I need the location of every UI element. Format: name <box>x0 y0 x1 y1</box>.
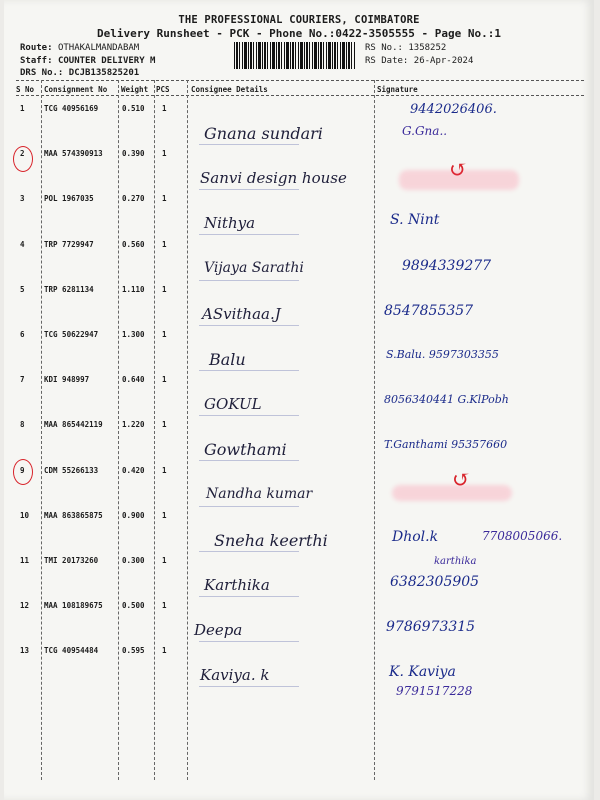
row-weight: 0.560 <box>122 239 145 249</box>
row-weight: 0.900 <box>122 510 145 520</box>
rs-no-value: 1358252 <box>408 43 447 53</box>
row-sno: 8 <box>20 420 25 430</box>
row-consignee-name: Vijaya Sarathi <box>204 259 304 276</box>
row-consignee-name: Nandha kumar <box>206 485 313 502</box>
row-pcs: 1 <box>162 465 167 475</box>
col-divider <box>374 80 375 780</box>
row-pcs: 1 <box>162 149 167 159</box>
row-consignment-no: TCG 40954484 <box>44 646 99 656</box>
row-pcs: 1 <box>162 284 167 294</box>
red-circle-row-2 <box>13 146 33 172</box>
col-header-sno: S No <box>16 85 35 94</box>
route-value: OTHAKALMANDABAM <box>57 43 140 53</box>
row-signature: 6382305905 <box>390 574 480 590</box>
row-signature-extra: 7708005066. <box>482 528 563 543</box>
row-consignment-no: KDI 948997 <box>44 375 90 385</box>
row-pcs: 1 <box>162 646 167 656</box>
row-pcs: 1 <box>162 556 167 565</box>
row-signature: 9894339277 <box>402 257 492 274</box>
row-consignment-no: MAA 863865875 <box>44 510 103 520</box>
row-sno: 4 <box>20 239 25 249</box>
row-pcs: 1 <box>162 194 167 204</box>
row-signature: 8056340441 G.KlPobh <box>384 393 509 407</box>
underline <box>199 641 299 642</box>
underline <box>199 325 299 326</box>
runsheet-page <box>4 0 594 800</box>
row-weight: 0.500 <box>122 601 145 611</box>
row-sno: 10 <box>20 510 30 520</box>
row-consignee-name: Balu <box>209 350 246 369</box>
col-divider <box>118 80 119 780</box>
redacted-area <box>399 170 519 190</box>
rs-block <box>365 42 473 67</box>
underline <box>199 596 299 597</box>
col-divider <box>187 80 188 780</box>
drs-value: DCJB135825201 <box>68 68 140 78</box>
company-title: THE PROFESSIONAL COURIERS, COIMBATORE <box>178 14 420 26</box>
route-label: Route: <box>20 43 53 53</box>
row-consignee-name: Sneha keerthi <box>214 530 328 550</box>
row-signature: S.Balu. 9597303355 <box>386 348 499 361</box>
row-sno: 5 <box>20 284 25 294</box>
row-pcs: 1 <box>162 104 167 113</box>
row-pcs: 1 <box>162 239 167 249</box>
row-sno: 11 <box>20 556 30 565</box>
row-weight: 1.110 <box>122 284 145 294</box>
row-signature: Dhol.k <box>392 528 439 545</box>
row-signature: K. Kaviya <box>389 664 456 681</box>
row-consignee-name: Deepa <box>194 621 243 640</box>
row-weight: 0.390 <box>122 149 145 159</box>
underline <box>199 370 299 371</box>
row-consignment-no: TRP 6281134 <box>44 284 94 294</box>
rs-no-label: RS No.: <box>365 43 403 53</box>
row-sno: 3 <box>20 194 25 204</box>
underline <box>199 189 299 190</box>
row-pcs: 1 <box>162 420 167 430</box>
row-weight: 1.300 <box>122 330 145 339</box>
rs-date-label: RS Date: <box>365 55 409 66</box>
staff-label: Staff: <box>20 55 53 66</box>
row-pcs: 1 <box>162 510 167 520</box>
row-consignment-no: TRP 7729947 <box>44 239 94 249</box>
row-sno: 2 <box>20 149 25 159</box>
row-signature-extra: 9791517228 <box>396 684 473 699</box>
row-signature: 9442026406. <box>410 102 497 117</box>
row-weight: 0.270 <box>122 194 145 204</box>
col-header-weight: Weight <box>121 85 149 94</box>
row-signature-extra: G.Gna.. <box>402 124 448 138</box>
row-sno: 12 <box>20 601 30 611</box>
row-consignee-name: Nithya <box>204 214 256 233</box>
col-divider <box>154 80 155 780</box>
row-sno: 1 <box>20 104 25 113</box>
underline <box>199 460 299 461</box>
row-consignment-no: MAA 574390913 <box>44 149 103 159</box>
underline <box>199 686 299 687</box>
row-consignee-name: Sanvi design house <box>200 169 347 188</box>
row-pcs: 1 <box>162 330 167 339</box>
underline <box>199 415 299 416</box>
underline <box>199 234 299 235</box>
row-sno: 9 <box>20 465 25 475</box>
barcode <box>234 42 356 69</box>
row-consignment-no: MAA 865442119 <box>44 420 103 430</box>
row-pcs: 1 <box>162 601 167 611</box>
underline <box>199 506 299 507</box>
row-sno: 6 <box>20 330 25 339</box>
route-staff-block <box>20 42 155 80</box>
underline <box>199 280 299 281</box>
row-consignee-name: Gnana sundari <box>204 124 323 143</box>
row-weight: 1.220 <box>122 420 145 430</box>
row-consignment-no: POL 1967035 <box>44 194 94 204</box>
row-pcs: 1 <box>162 375 167 385</box>
col-header-signature: Signature <box>377 85 418 94</box>
row-consignee-name: ASvithaa.J <box>202 304 281 323</box>
staff-value: COUNTER DELIVERY M <box>57 55 156 66</box>
row-weight: 0.420 <box>122 465 145 475</box>
row-consignment-no: TMI 20173260 <box>44 556 99 565</box>
row-consignee-name: Kaviya. k <box>200 666 270 685</box>
row-consignment-no: TCG 40956169 <box>44 104 99 113</box>
red-check-mark: ↺ <box>449 158 468 183</box>
row-sno: 13 <box>20 646 30 656</box>
col-divider <box>41 80 42 780</box>
row-signature: 9786973315 <box>386 619 476 636</box>
header-rule-top <box>16 80 584 81</box>
rs-date-value: 26-Apr-2024 <box>413 55 474 66</box>
col-header-consignment: Consignment No <box>44 85 108 94</box>
row-weight: 0.595 <box>122 646 145 656</box>
col-header-pcs: PCS <box>156 85 170 94</box>
row-weight: 0.510 <box>122 104 145 113</box>
row-consignee-name: Gowthami <box>204 440 287 460</box>
runsheet-subtitle: Delivery Runsheet - PCK - Phone No.:0422-3505555 - Page No.:1 <box>97 27 501 40</box>
red-check-mark: ↺ <box>452 468 471 493</box>
row-signature: T.Ganthami 95357660 <box>384 438 508 452</box>
row-consignment-no: MAA 108189675 <box>44 601 103 611</box>
row-consignee-name: Karthika <box>204 576 270 594</box>
row-signature: S. Nint <box>390 212 440 229</box>
underline <box>199 551 299 552</box>
red-circle-row-9 <box>13 459 33 485</box>
row-consignee-name: GOKUL <box>204 395 262 414</box>
header-rule-bottom <box>16 95 584 96</box>
drs-label: DRS No.: <box>20 68 64 78</box>
underline <box>199 144 299 145</box>
row-sno: 7 <box>20 375 25 385</box>
row-consignment-no: CDM 55266133 <box>44 465 99 475</box>
col-header-consignee: Consignee Details <box>191 85 268 94</box>
redacted-area <box>392 485 512 501</box>
row-weight: 0.640 <box>122 375 145 385</box>
row-signature: 8547855357 <box>384 302 474 319</box>
row-consignment-no: TCG 50622947 <box>44 330 99 339</box>
row-weight: 0.300 <box>122 556 145 565</box>
row-signature-extra: karthika <box>434 556 477 567</box>
